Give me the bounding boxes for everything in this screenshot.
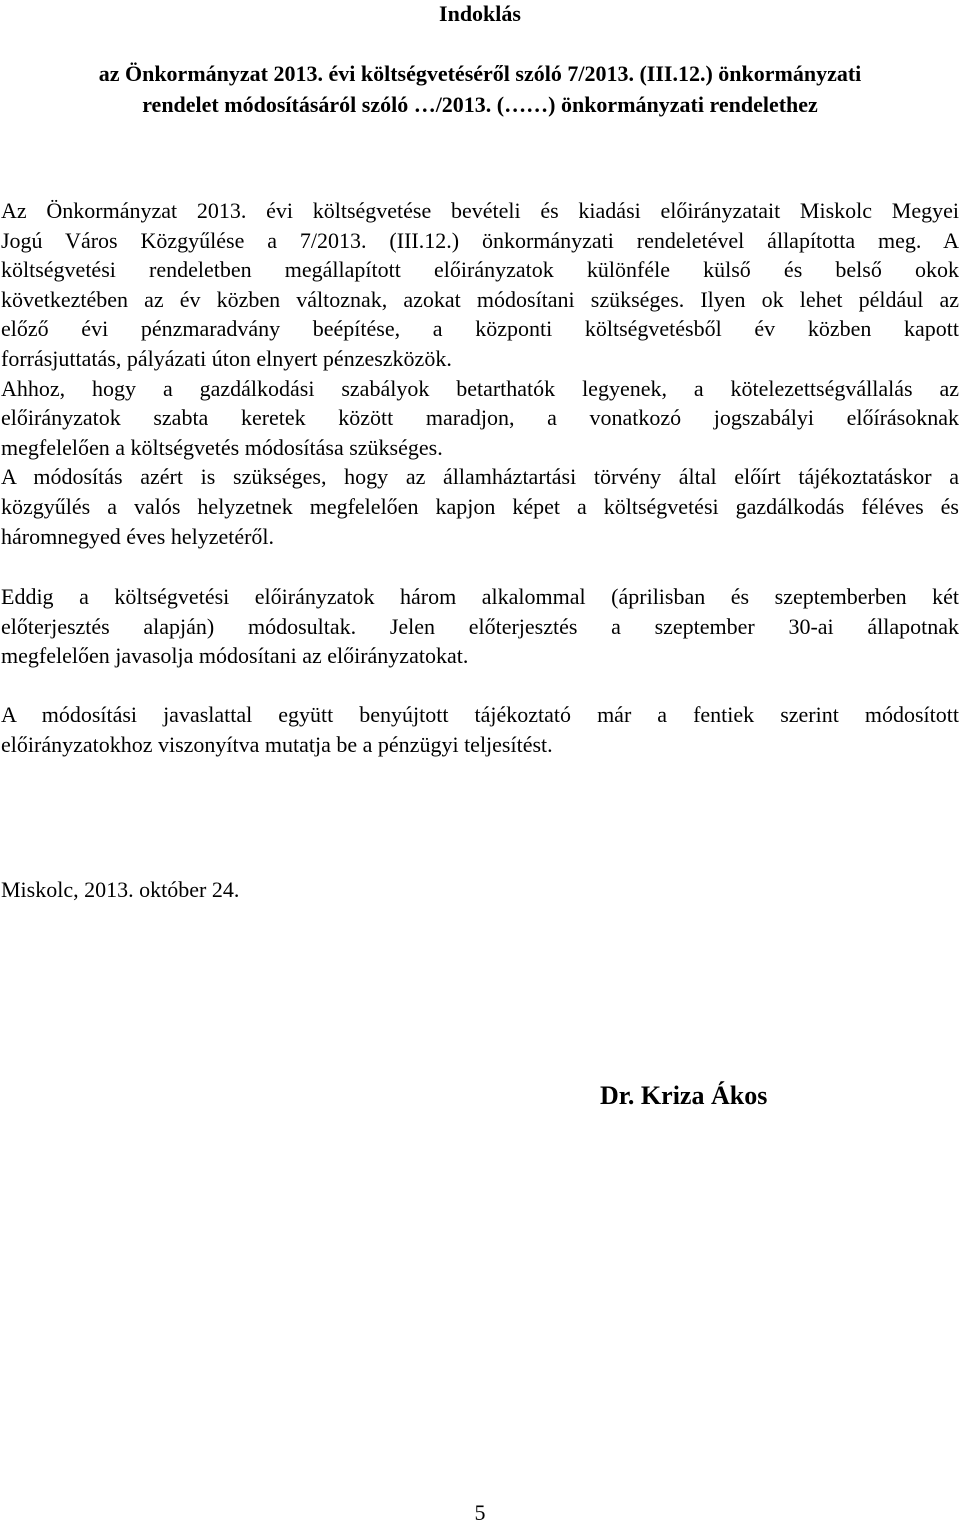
text-line: forrásjuttatás, pályázati úton elnyert pénzeszközök.	[1, 345, 452, 371]
text-line: megfelelően javasolja módosítani az előirányzatokat.	[1, 643, 469, 669]
text-line: előző évi pénzmaradvány beépítése, a központi költségvetésből év közben kapott	[1, 316, 959, 342]
subtitle-line: az Önkormányzat 2013. évi költségvetéséről szóló 7/2013. (III.12.) önkormányzati	[98, 61, 862, 86]
text-line: Az Önkormányzat 2013. évi költségvetése bevételi és kiadási előirányzatait Miskolc Megyei	[1, 198, 959, 223]
text-line: közgyűlés a valós helyzetnek megfelelően kapjon képet a költségvetési gazdálkodás féléves és	[1, 493, 959, 519]
body-section-main	[1, 196, 959, 551]
paragraph-3	[1, 462, 959, 551]
paragraph-1	[1, 196, 959, 374]
text-line: A módosítás azért is szükséges, hogy az államháztartási törvény által előírt tájékoztatáskor a	[1, 464, 959, 490]
paragraph-5	[1, 700, 959, 759]
page-title: Indoklás	[439, 1, 521, 26]
paragraph-2	[1, 374, 959, 463]
page-number: 5	[474, 1500, 486, 1525]
document-subtitle	[0, 58, 960, 120]
signature: Dr. Kriza Ákos	[600, 1081, 768, 1110]
text-line: következtében az év közben változnak, azokat módosítani szükséges. Ilyen ok lehet például az	[1, 286, 959, 312]
text-line: Ahhoz, hogy a gazdálkodási szabályok betarthatók legyenek, a kötelezettségvállalás az	[1, 375, 959, 401]
date-line: Miskolc, 2013. október 24.	[1, 877, 240, 902]
text-line: megfelelően a költségvetés módosítása szükséges.	[1, 434, 443, 460]
paragraph-4	[1, 582, 959, 671]
subtitle-line: rendelet módosításáról szóló …/2013. (……) önkormányzati rendelethez	[142, 92, 818, 117]
text-line: költségvetési rendeletben megállapított előirányzatok különféle külső és belső okok	[1, 257, 959, 283]
text-line: előterjesztés alapján) módosultak. Jelen előterjesztés a szeptember 30-ai állapotnak	[1, 613, 959, 639]
text-line: Eddig a költségvetési előirányzatok három alkalommal (áprilisban és szeptemberben két	[1, 584, 959, 609]
text-line: A módosítási javaslattal együtt benyújtott tájékoztató már a fentiek szerint módosított	[1, 702, 959, 727]
text-line: háromnegyed éves helyzetéről.	[1, 523, 275, 549]
text-line: Jogú Város Közgyűlése a 7/2013. (III.12.) önkormányzati rendeletével állapította meg. A	[1, 227, 959, 253]
text-line: előirányzatokhoz viszonyítva mutatja be a pénzügyi teljesítést.	[1, 731, 553, 757]
text-line: előirányzatok szabta keretek között maradjon, a vonatkozó jogszabályi előírásoknak	[1, 405, 959, 431]
